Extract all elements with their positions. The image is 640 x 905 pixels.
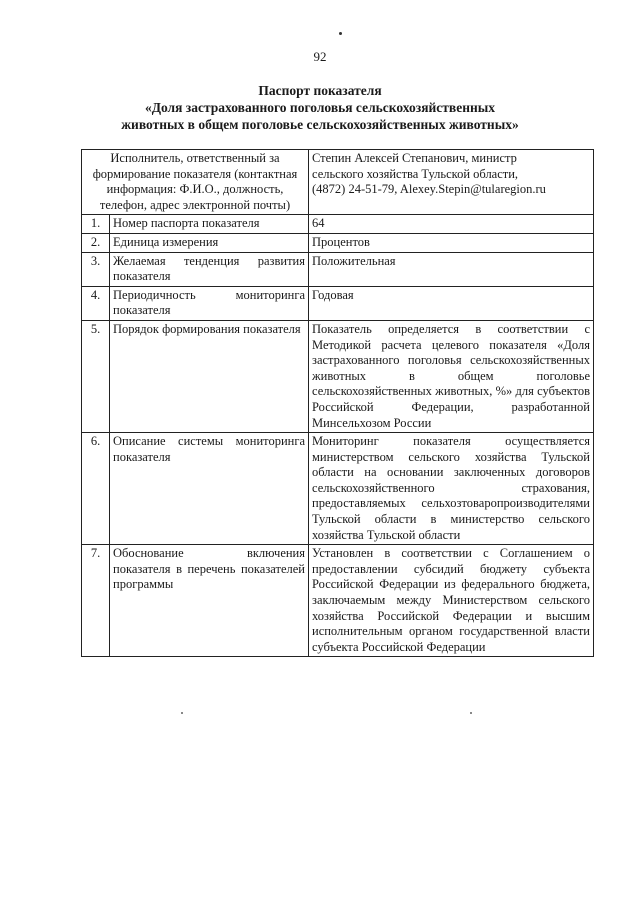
row-label: Номер паспорта показателя	[110, 215, 309, 234]
row-value: Процентов	[309, 233, 594, 252]
row-value: Годовая	[309, 286, 594, 320]
executor-value	[309, 150, 594, 215]
row-number: 6.	[82, 433, 110, 545]
row-label: Периодичность мониторинга показателя	[110, 286, 309, 320]
row-number: 4.	[82, 286, 110, 320]
row-number: 2.	[82, 233, 110, 252]
row-value: Положительная	[309, 252, 594, 286]
table-row	[82, 433, 594, 545]
row-label: Обоснование включения показателя в перечень показателей программы	[110, 545, 309, 657]
title-line-3: животных в общем поголовье сельскохозяйственных животных»	[121, 117, 519, 132]
row-value: Показатель определяется в соответствии с Методикой расчета целевого показателя «Доля застрахованного поголовья сельскохозяйственных животных в общем поголовье сельскохозяйственных животных, %» для субъектов Российской Федерации, разработанной Минсельхозом России	[309, 320, 594, 432]
executor-value-line-1: Степин Алексей Степанович, министр	[312, 151, 517, 165]
executor-label: Исполнитель, ответственный за формирование показателя (контактная информация: Ф.И.О., должность, телефон, адрес электронной почты)	[82, 150, 309, 215]
table-row	[82, 320, 594, 432]
table-row	[82, 545, 594, 657]
executor-row	[82, 150, 594, 215]
table-row	[82, 286, 594, 320]
scan-speck	[181, 712, 183, 714]
row-value: 64	[309, 215, 594, 234]
row-value: Установлен в соответствии с Соглашением о предоставлении субсидий бюджету субъекта Российской Федерации из федерального бюджета, заключаемым между Министерством сельского хозяйства Российской Федерации и высшим исполнительным органом государственной власти субъекта Российской Федерации	[309, 545, 594, 657]
row-label: Единица измерения	[110, 233, 309, 252]
passport-table	[81, 149, 594, 657]
row-label: Описание системы мониторинга показателя	[110, 433, 309, 545]
row-label: Желаемая тенденция развития показателя	[110, 252, 309, 286]
executor-value-line-3: (4872) 24-51-79, Alexey.Stepin@tularegion.ru	[312, 182, 546, 197]
page-mark-dot	[339, 32, 342, 35]
scan-speck	[470, 712, 472, 714]
executor-value-line-2: сельского хозяйства Тульской области,	[312, 166, 519, 181]
table-row	[82, 252, 594, 286]
row-number: 7.	[82, 545, 110, 657]
table-row	[82, 233, 594, 252]
table-row	[82, 215, 594, 234]
title-line-2: «Доля застрахованного поголовья сельскохозяйственных	[144, 100, 496, 115]
row-label: Порядок формирования показателя	[110, 320, 309, 432]
row-number: 3.	[82, 252, 110, 286]
document-title	[0, 82, 640, 133]
row-number: 5.	[82, 320, 110, 432]
title-line-1: Паспорт показателя	[258, 83, 382, 98]
row-value: Мониторинг показателя осуществляется министерством сельского хозяйства Тульской области на основании заключенных договоров сельскохозяйственного страхования, предоставляемых сельхозтоваропроизводителями Тульской области в министерство сельского хозяйства Тульской области	[309, 433, 594, 545]
row-number: 1.	[82, 215, 110, 234]
page-number: 92	[313, 49, 327, 64]
